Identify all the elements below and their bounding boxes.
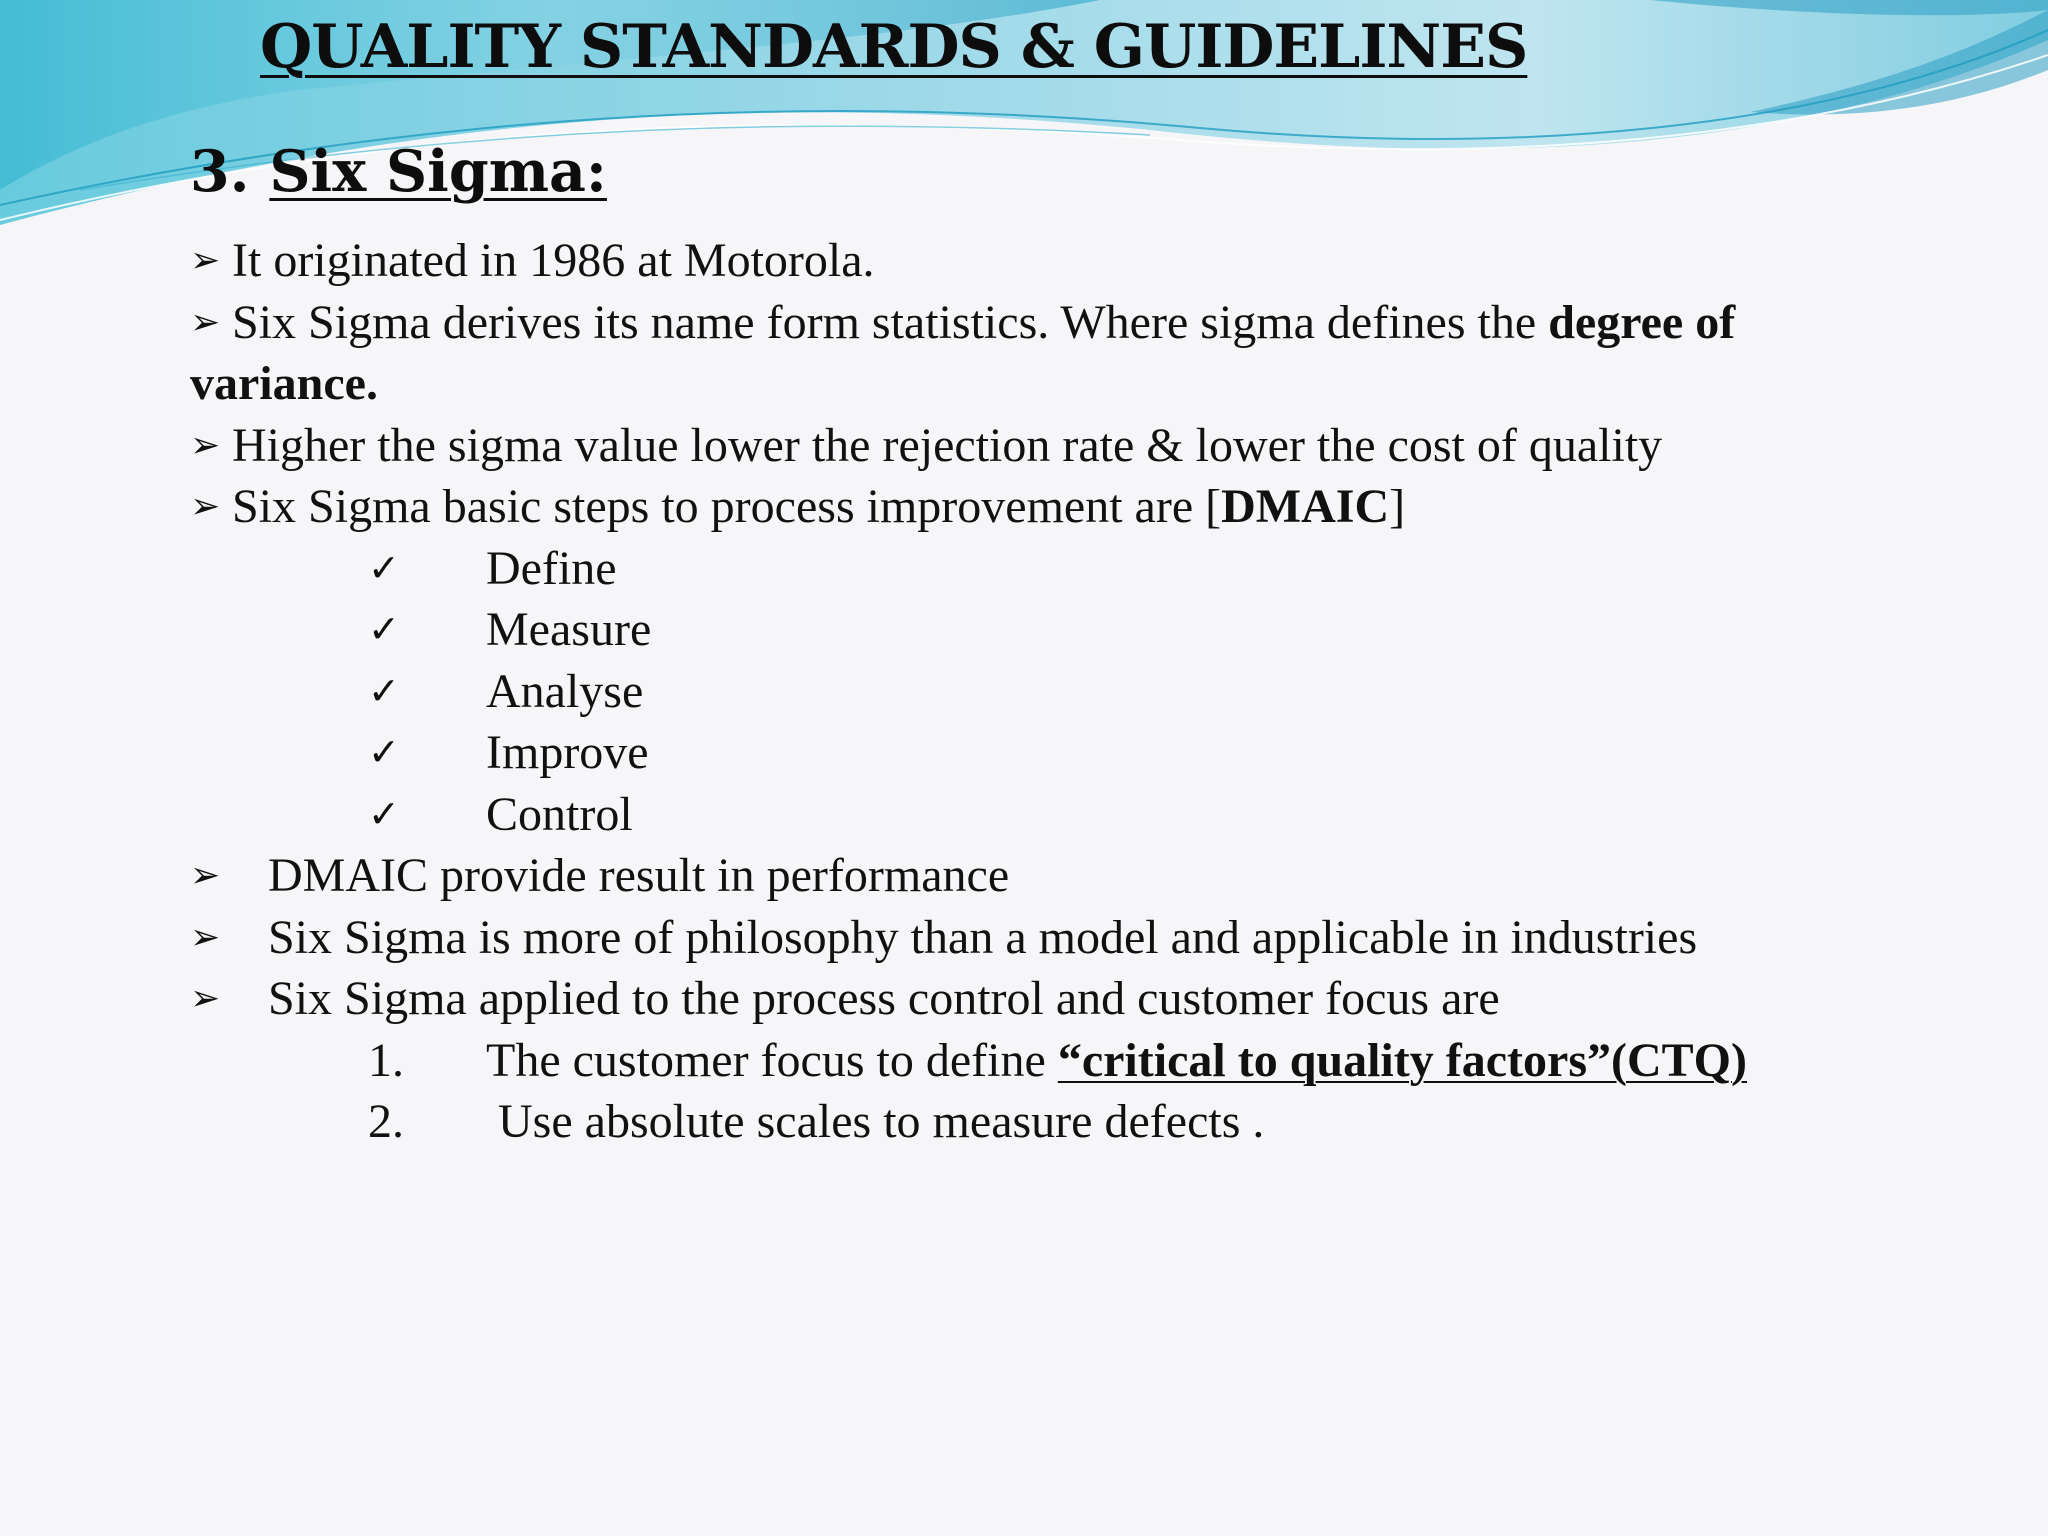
bullet-text: DMAIC provide result in performance xyxy=(268,849,1010,902)
bullet-bold-text: degree of xyxy=(1548,295,1736,349)
bullet-item xyxy=(190,292,1990,354)
section-heading xyxy=(190,138,607,205)
step-item xyxy=(190,538,1990,600)
arrow-bullet-icon: ➢ xyxy=(190,240,221,281)
bullet-item xyxy=(190,230,1990,292)
checkmark-icon: ✓ xyxy=(368,545,400,590)
bullet-item xyxy=(190,415,1990,477)
bullet-text: ] xyxy=(1389,480,1406,533)
step-label: Define xyxy=(486,541,617,595)
bullet-text: Higher the sigma value lower the rejection rate & lower the cost of quality xyxy=(232,418,1663,472)
numbered-text-plain: The customer focus to define xyxy=(486,1033,1058,1087)
numbered-item xyxy=(190,1091,1990,1153)
bullet-text: Six Sigma applied to the process control and customer focus are xyxy=(268,972,1500,1025)
step-label: Measure xyxy=(486,603,652,656)
checkmark-icon: ✓ xyxy=(368,607,400,651)
step-label: Control xyxy=(486,787,633,841)
arrow-bullet-icon: ➢ xyxy=(190,486,221,527)
checkmark-icon: ✓ xyxy=(368,791,400,836)
step-item xyxy=(190,599,1990,661)
arrow-bullet-icon: ➢ xyxy=(190,916,221,958)
arrow-bullet-icon: ➢ xyxy=(190,424,221,466)
bullet-item xyxy=(190,907,1990,969)
slide-body xyxy=(190,230,1990,1153)
bullet-text: Six Sigma derives its name form statistics. Where sigma defines the xyxy=(232,295,1549,349)
step-label: Analyse xyxy=(486,664,644,718)
bullet-bold-text: variance. xyxy=(190,357,378,410)
section-number: 3. xyxy=(190,138,250,205)
bullet-text: Six Sigma is more of philosophy than a model and applicable in industries xyxy=(268,910,1698,964)
numbered-item xyxy=(190,1030,1990,1092)
item-number: 1. xyxy=(368,1033,404,1087)
ctq-emphasis: “critical to quality factors”(CTQ) xyxy=(1057,1033,1747,1087)
bullet-item xyxy=(190,476,1990,538)
item-number: 2. xyxy=(368,1095,404,1148)
bullet-text: It originated in 1986 at Motorola. xyxy=(232,234,875,287)
section-title: Six Sigma: xyxy=(269,138,607,205)
slide-title: QUALITY STANDARDS & GUIDELINES xyxy=(260,12,1528,82)
step-label: Improve xyxy=(486,726,649,779)
step-item xyxy=(190,784,1990,846)
arrow-bullet-icon: ➢ xyxy=(190,301,221,343)
arrow-bullet-icon: ➢ xyxy=(190,978,221,1019)
step-item xyxy=(190,722,1990,784)
arrow-bullet-icon: ➢ xyxy=(190,855,221,896)
step-item xyxy=(190,661,1990,723)
checkmark-icon: ✓ xyxy=(368,730,400,774)
numbered-text: Use absolute scales to measure defects . xyxy=(498,1095,1265,1148)
numbered-text xyxy=(486,1030,1747,1092)
bullet-continuation xyxy=(190,353,1990,415)
bullet-text: Six Sigma basic steps to process improvement are [ xyxy=(232,480,1222,533)
bullet-item xyxy=(190,845,1990,907)
bullet-item xyxy=(190,968,1990,1030)
checkmark-icon: ✓ xyxy=(368,668,400,713)
bullet-bold-text: DMAIC xyxy=(1221,480,1390,533)
